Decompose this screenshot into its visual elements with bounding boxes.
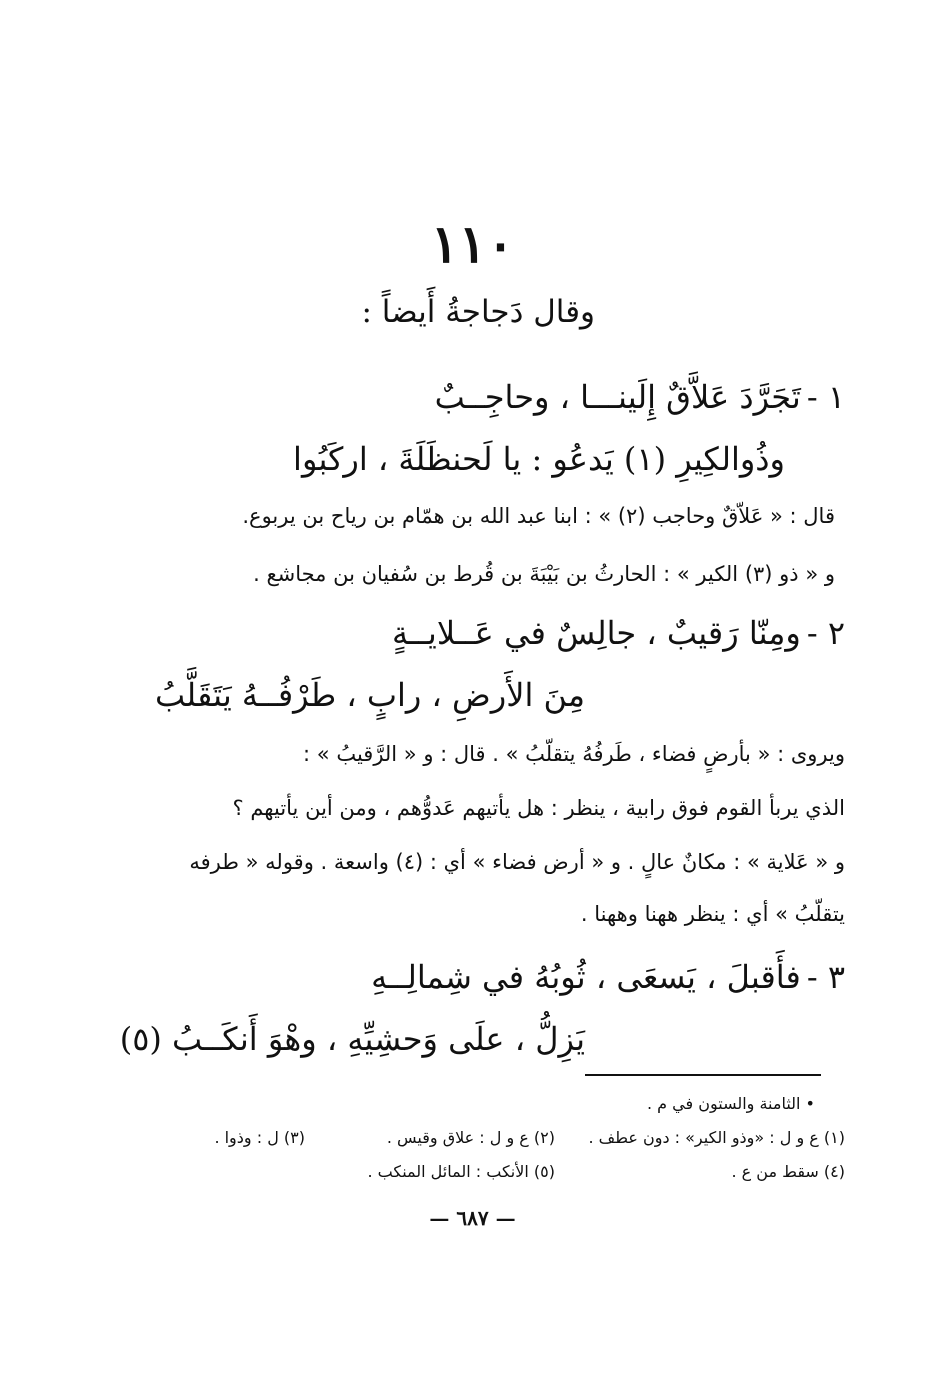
footnote-5: (٥) الأنكب : المائل المنكب . (367, 1162, 555, 1181)
commentary-line-3: ويروى : « بأرضٍ فضاء ، طَرفُهُ يتقلّبُ » . قال : و « الرَّقيبُ » : (303, 742, 845, 766)
verse-2-first-text: ومِنّا رَقيبٌ ، جالِسٌ في عَــلايــةٍ (392, 614, 801, 652)
commentary-line-5: و « عَلاية » : مكانٌ عالٍ . و « أرض فضاء » أي : (٤) واسعة . وقوله « طرفه (189, 850, 845, 874)
poem-intro: وقال دَجاجةُ أَيضاً : (361, 294, 595, 330)
commentary-line-4: الذي يربأ القوم فوق رابية ، ينظر : هل يأتيهم عَدوُّهم ، ومن أين يأتيهم ؟ (232, 796, 845, 820)
footnote-star: • الثامنة والستون في م . (646, 1094, 815, 1113)
commentary-line-2: و « ذو (٣) الكير » : الحارثُ بن بَيْبَةَ بن قُرط بن سُفيان بن مجاشع . (253, 562, 835, 586)
verse-1-number: ١ - (806, 378, 845, 416)
page-number: — ٦٨٧ — (429, 1206, 516, 1230)
verse-1-second-hemistich: وذُوالكِيرِ (١) يَدعُو : يا لَحنظَلَةَ ، اركَبُوا (293, 440, 785, 478)
verse-3-second-hemistich: يَزِلُّ ، علَى وَحشِيِّهِ ، وهْوَ أَنكَــبُ (٥) (119, 1020, 585, 1058)
verse-2-second-hemistich: مِنَ الأَرضِ ، رابٍ ، طَرْفُــهُ يَتَقَلَّبُ (154, 676, 585, 714)
commentary-line-1: قال : « عَلاّقٌ وحاجب (٢) » : ابنا عبد الله بن همّام بن رياح بن يربوع. (242, 504, 835, 528)
poem-number: ١١٠ (430, 214, 515, 275)
footnote-3: (٣) ل : وذوا . (214, 1128, 305, 1147)
verse-1-first-hemistich (435, 378, 845, 416)
verse-3-first-hemistich (371, 958, 845, 996)
verse-1-first-text: تَجَرَّدَ عَلاَّقٌ إِلَينـــا ، وحاجِــبٌ (434, 378, 801, 416)
verse-2-first-hemistich (392, 614, 845, 652)
verse-3-first-text: فأَقبلَ ، يَسعَى ، ثُوبُهُ في شِمالِــهِ (371, 958, 801, 996)
footnote-4: (٤) سقط من ع . (731, 1162, 845, 1181)
commentary-line-6: يتقلّبُ » أي : ينظر ههنا وههنا . (580, 902, 845, 926)
footnote-2: (٢) ع و ل : علاق وقيس . (386, 1128, 555, 1147)
verse-2-number: ٢ - (806, 614, 845, 652)
footnote-separator (585, 1074, 821, 1076)
verse-3-number: ٣ - (806, 958, 845, 996)
footnote-1: (١) ع و ل : «وذو الكير» : دون عطف . (588, 1128, 845, 1147)
